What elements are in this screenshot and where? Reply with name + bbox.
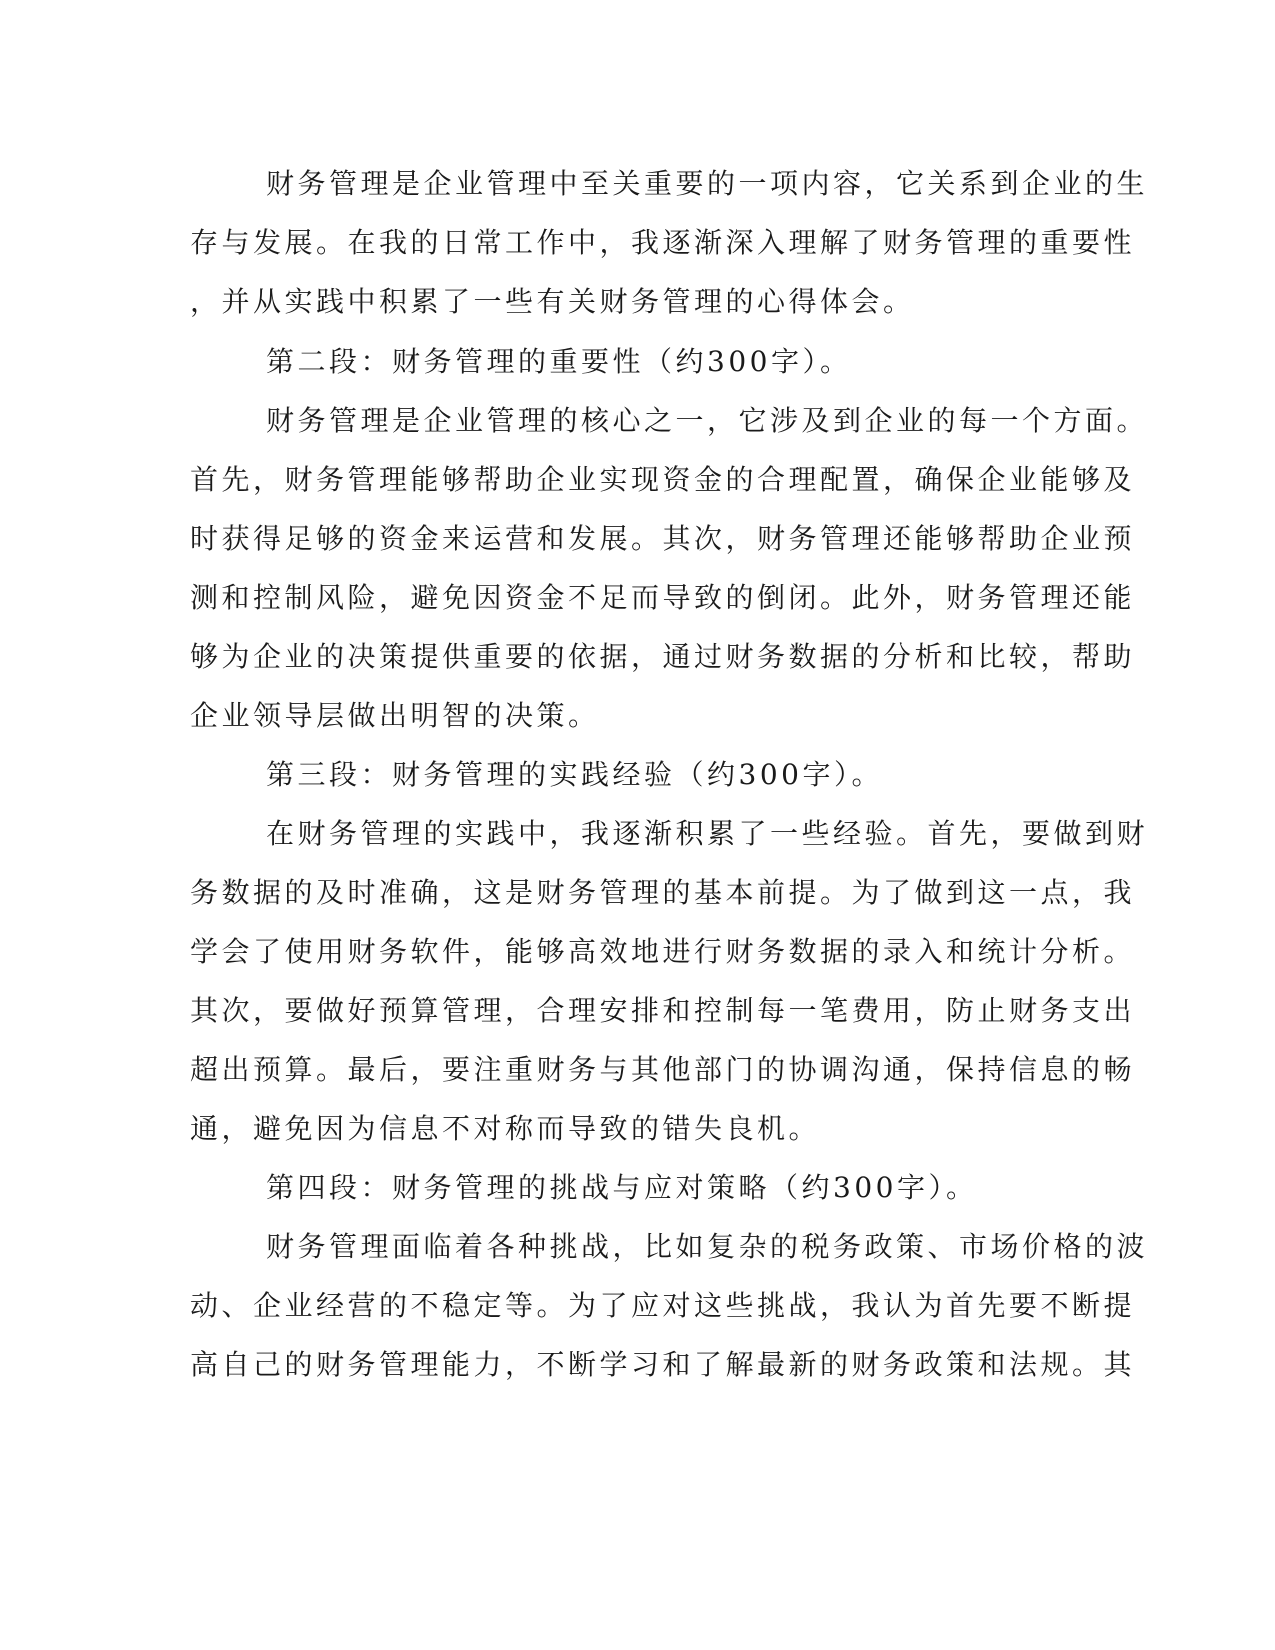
paragraph-1-line-3: ，并从实践中积累了一些有关财务管理的心得体会。 [190, 285, 915, 318]
paragraph-2-line-5: 够为企业的决策提供重要的依据，通过财务数据的分析和比较，帮助 [190, 640, 1136, 673]
paragraph-1-line-2: 存与发展。在我的日常工作中，我逐渐深入理解了财务管理的重要性 [190, 226, 1136, 259]
paragraph-2-line-1: 财务管理是企业管理的核心之一，它涉及到企业的每一个方面。 [266, 404, 1149, 437]
paragraph-2-line-2: 首先，财务管理能够帮助企业实现资金的合理配置，确保企业能够及 [190, 463, 1136, 496]
paragraph-4-line-3: 高自己的财务管理能力，不断学习和了解最新的财务政策和法规。其 [190, 1348, 1136, 1381]
paragraph-2-line-3: 时获得足够的资金来运营和发展。其次，财务管理还能够帮助企业预 [190, 522, 1136, 555]
paragraph-4-line-1: 财务管理面临着各种挑战，比如复杂的税务政策、市场价格的波 [266, 1230, 1149, 1263]
paragraph-4-line-2: 动、企业经营的不稳定等。为了应对这些挑战，我认为首先要不断提 [190, 1289, 1136, 1322]
paragraph-3-line-2: 务数据的及时准确，这是财务管理的基本前提。为了做到这一点，我 [190, 876, 1136, 909]
paragraph-3-line-1: 在财务管理的实践中，我逐渐积累了一些经验。首先，要做到财 [266, 817, 1149, 850]
paragraph-2-line-4: 测和控制风险，避免因资金不足而导致的倒闭。此外，财务管理还能 [190, 581, 1136, 614]
paragraph-3-line-5: 超出预算。最后，要注重财务与其他部门的协调沟通，保持信息的畅 [190, 1053, 1136, 1086]
section-heading-4: 第四段：财务管理的挑战与应对策略（约300字）。 [266, 1171, 978, 1204]
section-heading-2: 第二段：财务管理的重要性（约300字）。 [266, 345, 852, 378]
paragraph-3-line-3: 学会了使用财务软件，能够高效地进行财务数据的录入和统计分析。 [190, 935, 1136, 968]
section-heading-3: 第三段：财务管理的实践经验（约300字）。 [266, 758, 883, 791]
paragraph-3-line-6: 通，避免因为信息不对称而导致的错失良机。 [190, 1112, 821, 1145]
paragraph-3-line-4: 其次，要做好预算管理，合理安排和控制每一笔费用，防止财务支出 [190, 994, 1136, 1027]
paragraph-2-line-6: 企业领导层做出明智的决策。 [190, 699, 600, 732]
paragraph-1-line-1: 财务管理是企业管理中至关重要的一项内容，它关系到企业的生 [266, 167, 1149, 200]
